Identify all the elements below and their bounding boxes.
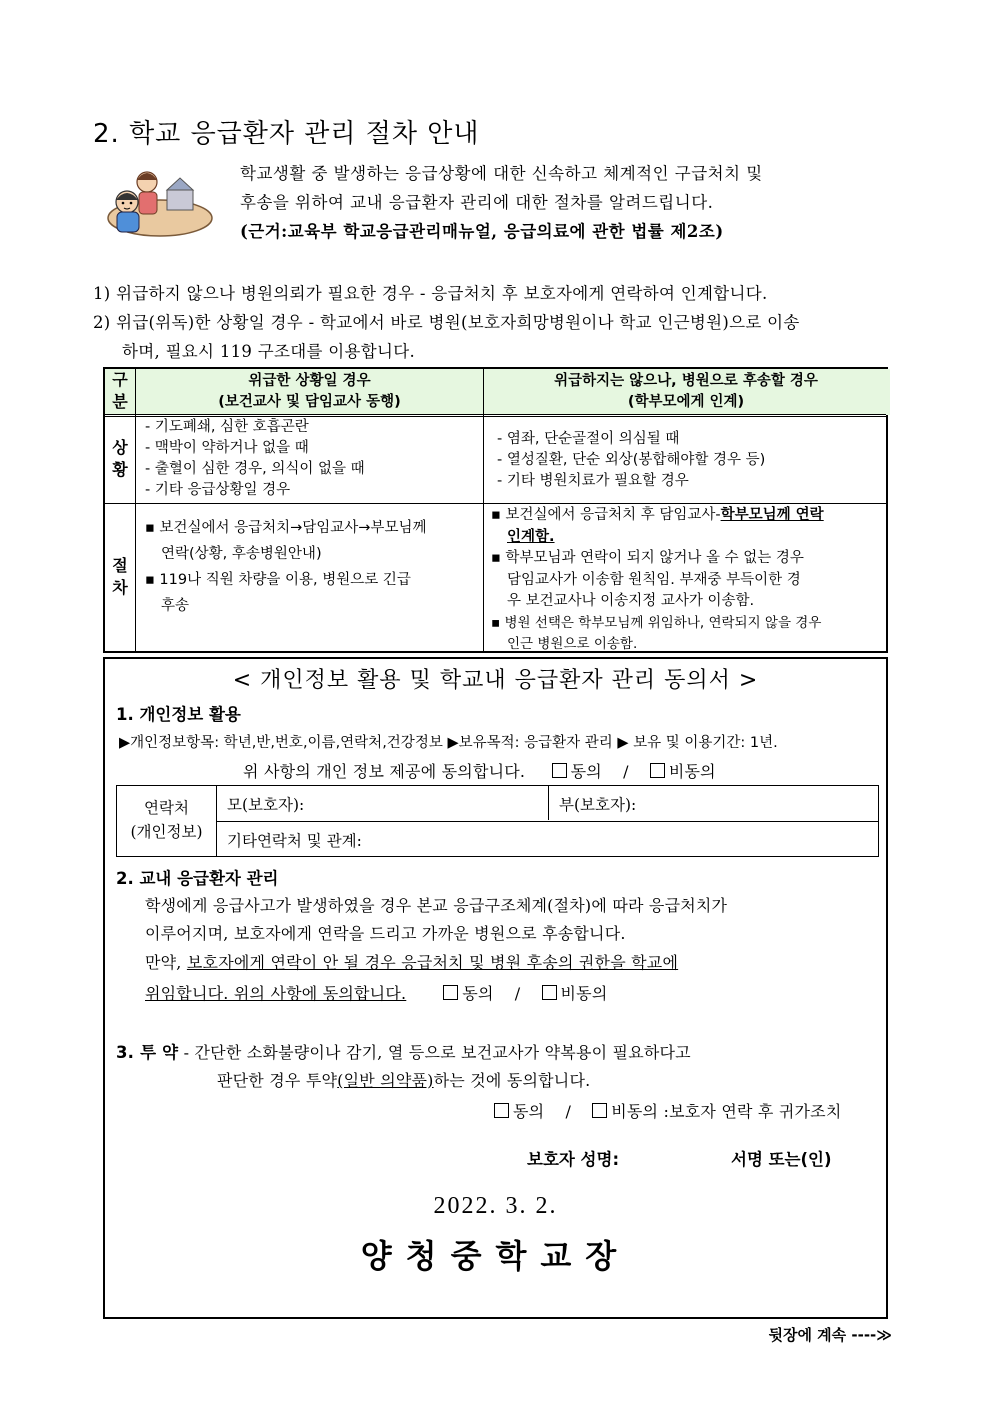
- father-field[interactable]: 부(보호자):: [559, 796, 637, 814]
- section-1-title: 1. 개인정보 활용: [116, 705, 241, 724]
- consent-form: [103, 657, 888, 1319]
- item-1: 1) 위급하지 않으나 병원의뢰가 필요한 경우 - 응급처치 후 보호자에게 연락하여 인계합니다.: [93, 284, 768, 303]
- signature-label: 서명 또는(인): [731, 1150, 832, 1169]
- header-category: 구 분: [112, 370, 128, 411]
- s2-agree-checkbox[interactable]: [443, 985, 458, 1000]
- row-label-procedure: 절 차: [112, 556, 128, 597]
- section-1-agree-row: 위 사항의 개인 정보 제공에 동의합니다. 동의 / 비동의: [243, 762, 716, 781]
- section-2-line-3: 만약, 보호자에게 연락이 안 될 경우 응급처치 및 병원 후송의 권한을 학교에: [145, 953, 679, 972]
- intro-line-2: 후송을 위하여 교내 응급환자 관리에 대한 절차를 알려드립니다.: [240, 193, 714, 212]
- s1-agree-checkbox[interactable]: [552, 763, 567, 778]
- section-3-line-2: 판단한 경우 투약(일반 의약품)하는 것에 동의합니다.: [217, 1071, 591, 1090]
- row-label-situation: 상 황: [112, 438, 128, 479]
- section-1-info: ▶개인정보항목: 학년,반,번호,이름,연락처,건강정보 ▶보유목적: 응급환자 관리 ▶ 보유 및 이용기간: 1년.: [119, 735, 778, 751]
- consent-title: < 개인정보 활용 및 학교내 응급환자 관리 동의서 >: [232, 668, 759, 693]
- header-emergency: 위급한 상황일 경우 (보건교사 및 담임교사 동행): [218, 373, 401, 410]
- situation-emergency-list: - 기도폐쇄, 심한 호흡곤란 - 맥박이 약하거나 없을 때 - 출혈이 심한 경우, 의식이 없을 때 - 기타 응급상황일 경우: [145, 419, 365, 498]
- principal-signature: 양청중학교장: [360, 1237, 631, 1275]
- section-2-line-1: 학생에게 응급사고가 발생하였을 경우 본교 응급구조체계(절차)에 따라 응급처치가: [145, 896, 728, 915]
- s3-disagree-checkbox[interactable]: [592, 1103, 607, 1118]
- item-2-line-1: 2) 위급(위독)한 상황일 경우 - 학교에서 바로 병원(보호자희망병원이나 학교 인근병원)으로 이송: [93, 313, 800, 332]
- contact-table: [116, 785, 879, 857]
- s3-agree-checkbox[interactable]: [494, 1103, 509, 1118]
- section-2-line-4: 위임합니다. 위의 사항에 동의합니다. 동의 / 비동의: [145, 984, 608, 1003]
- header-non-emergency: 위급하지는 않으나, 병원으로 후송할 경우 (학부모에게 인계): [554, 373, 818, 410]
- section-2-title: 2. 교내 응급환자 관리: [116, 869, 279, 888]
- guardian-name-label: 보호자 성명:: [527, 1150, 620, 1169]
- s1-disagree-checkbox[interactable]: [650, 763, 665, 778]
- situation-non-emergency-list: - 염좌, 단순골절이 의심될 때 - 열성질환, 단순 외상(봉합해야할 경우 등) - 기타 병원치료가 필요할 경우: [497, 431, 766, 489]
- page-title: 2. 학교 응급환자 관리 절차 안내: [93, 119, 480, 149]
- document-date: 2022. 3. 2.: [433, 1193, 558, 1219]
- section-2-line-2: 이루어지며, 보호자에게 연락을 드리고 가까운 병원으로 후송합니다.: [145, 924, 626, 943]
- procedure-table: [103, 367, 888, 653]
- section-3-line-1: 3. 투 약 - 간단한 소화불량이나 감기, 열 등으로 보건교사가 약복용이 필요하다고: [116, 1043, 691, 1062]
- mother-field[interactable]: 모(보호자):: [227, 796, 305, 814]
- children-illustration: [95, 160, 215, 240]
- procedure-non-emergency: ▪ 보건실에서 응급처치 후 담임교사-학부모님께 연락 인계함. ▪ 학부모님과 연락이 되지 않거나 올 수 없는 경우 담임교사가 이송함 원칙임. 부재중 부득이한 경 우 보건교사나 이송지정 교사가 이송함. ▪ 병원 선택은 학부모님께 위임하나, 연락되지 않을 경우 인근 병원으로 이송함.: [491, 507, 824, 652]
- s2-disagree-checkbox[interactable]: [542, 985, 557, 1000]
- intro-line-1: 학교생활 중 발생하는 응급상황에 대한 신속하고 체계적인 구급처치 및: [240, 164, 763, 183]
- section-3-agree-row: 동의 / 비동의 :보호자 연락 후 귀가조치: [494, 1099, 841, 1122]
- continued-note: 뒷장에 계속 ----≫: [768, 1326, 892, 1344]
- contact-label: 연락처 (개인정보): [130, 799, 203, 841]
- item-2-line-2: 하며, 필요시 119 구조대를 이용합니다.: [122, 342, 416, 361]
- other-contact-field[interactable]: 기타연락처 및 관계:: [227, 832, 362, 850]
- procedure-emergency: ▪ 보건실에서 응급처치→담임교사→부모님께 연락(상황, 후송병원안내) ▪ 119나 직원 차량을 이용, 병원으로 긴급 후송: [145, 520, 427, 614]
- intro-basis: (근거:교육부 학교응급관리매뉴얼, 응급의료에 관한 법률 제2조): [240, 222, 724, 241]
